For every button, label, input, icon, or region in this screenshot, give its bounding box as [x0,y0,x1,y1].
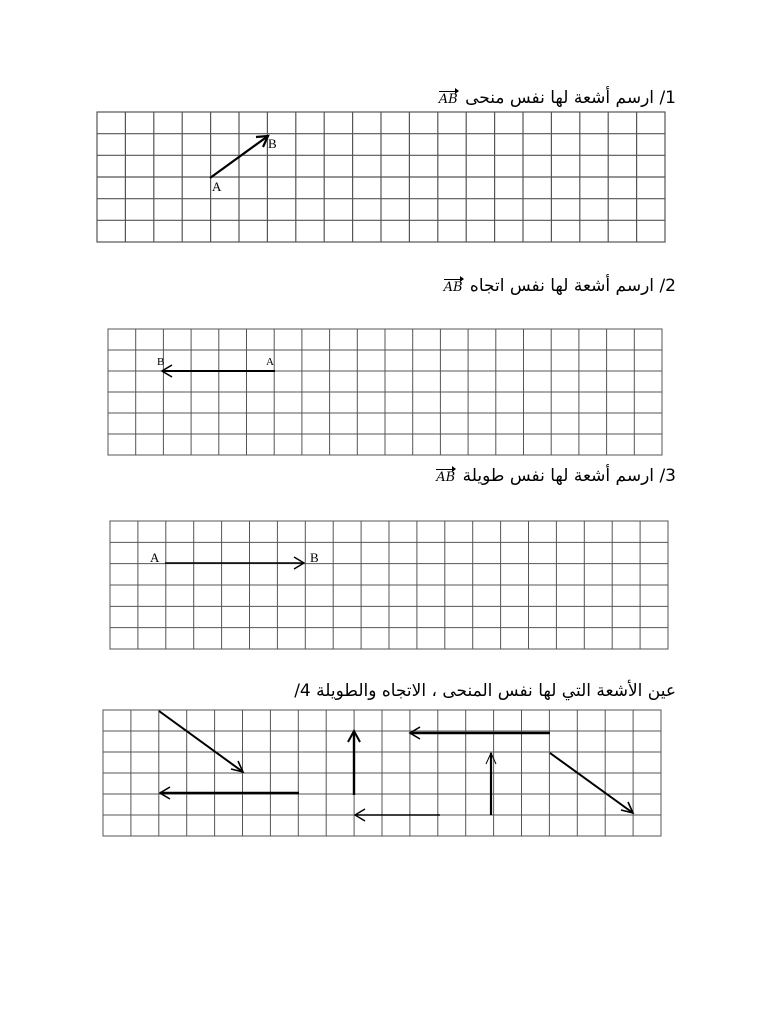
question-2-text: ارسم أشعة لها نفس اتجاه [469,276,655,296]
grid-4-vector-diagonal-right [550,753,633,813]
vector-ab-symbol: AB [436,468,455,488]
vector-ab-symbol: AB [439,90,458,110]
vector-ab-symbol: AB [444,278,463,298]
question-4-number: 4/ [294,681,311,701]
grid-1-label-b: B [268,136,277,151]
grid-4-vector-left-top [410,727,550,739]
question-1-number: 1/ [659,88,676,108]
question-2-number: 2/ [659,276,676,296]
grid-4-vector-diagonal-left [159,711,243,772]
grid-2-label-b: B [157,356,165,368]
grid-2-label-a: A [266,356,274,368]
grid-4-vector-left-bottom [160,787,299,799]
grid-1-label-a: A [212,179,222,194]
question-3-number: 3/ [659,466,676,486]
grid-4-vector-left-small [355,809,440,821]
question-4-text: عين الأشعة التي لها نفس المنحى ، الاتجاه والطويلة [316,681,676,701]
question-3-text: ارسم أشعة لها نفس طويلة [462,466,655,486]
grid-3-label-b: B [310,550,319,565]
question-1-text: ارسم أشعة لها نفس منحى [465,88,655,108]
grid-3-label-a: A [150,550,160,565]
grid-4-vector-up-left [348,731,360,795]
grid-4-vector-up-right [486,753,496,815]
